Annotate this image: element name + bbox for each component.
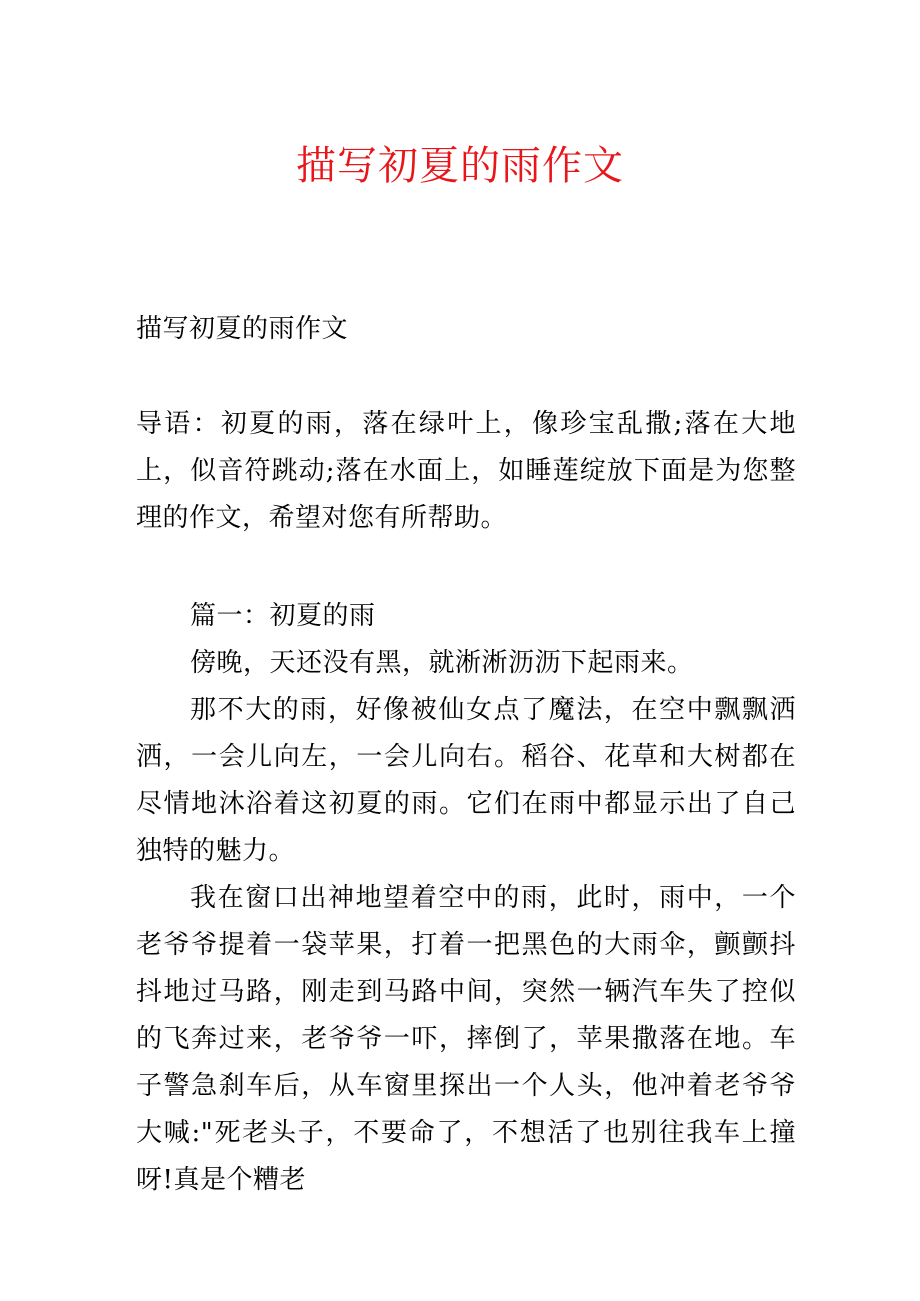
body-paragraph: 我在窗口出神地望着空中的雨，此时，雨中，一个老爷爷提着一袋苹果，打着一把黑色的大雨伞，颤颤抖抖地过马路，刚走到马路中间，突然一辆汽车失了控似的飞奔过来，老爷爷一吓，摔倒了，苹果撒落在地。车子警急刹车后，从车窗里探出一个人头，他冲着老爷爷大喊:"死老头子，不要命了，不想活了也别往我车上撞呀!真是个糟老 (136, 883, 796, 1195)
section-heading: 篇一：初夏的雨 (190, 601, 376, 631)
body-paragraph: 那不大的雨，好像被仙女点了魔法，在空中飘飘洒洒，一会儿向左，一会儿向右。稻谷、花草和大树都在尽情地沐浴着这初夏的雨。它们在雨中都显示出了自己独特的魅力。 (136, 695, 796, 866)
document-title: 描写初夏的雨作文 (296, 143, 624, 189)
document-subtitle: 描写初夏的雨作文 (136, 314, 349, 344)
body-paragraph: 傍晚，天还没有黑，就淅淅沥沥下起雨来。 (190, 648, 694, 678)
intro-paragraph: 导语：初夏的雨，落在绿叶上，像珍宝乱撒;落在大地上，似音符跳动;落在水面上，如睡莲绽放下面是为您整理的作文，希望对您有所帮助。 (136, 409, 796, 533)
essay-body (136, 593, 796, 1204)
